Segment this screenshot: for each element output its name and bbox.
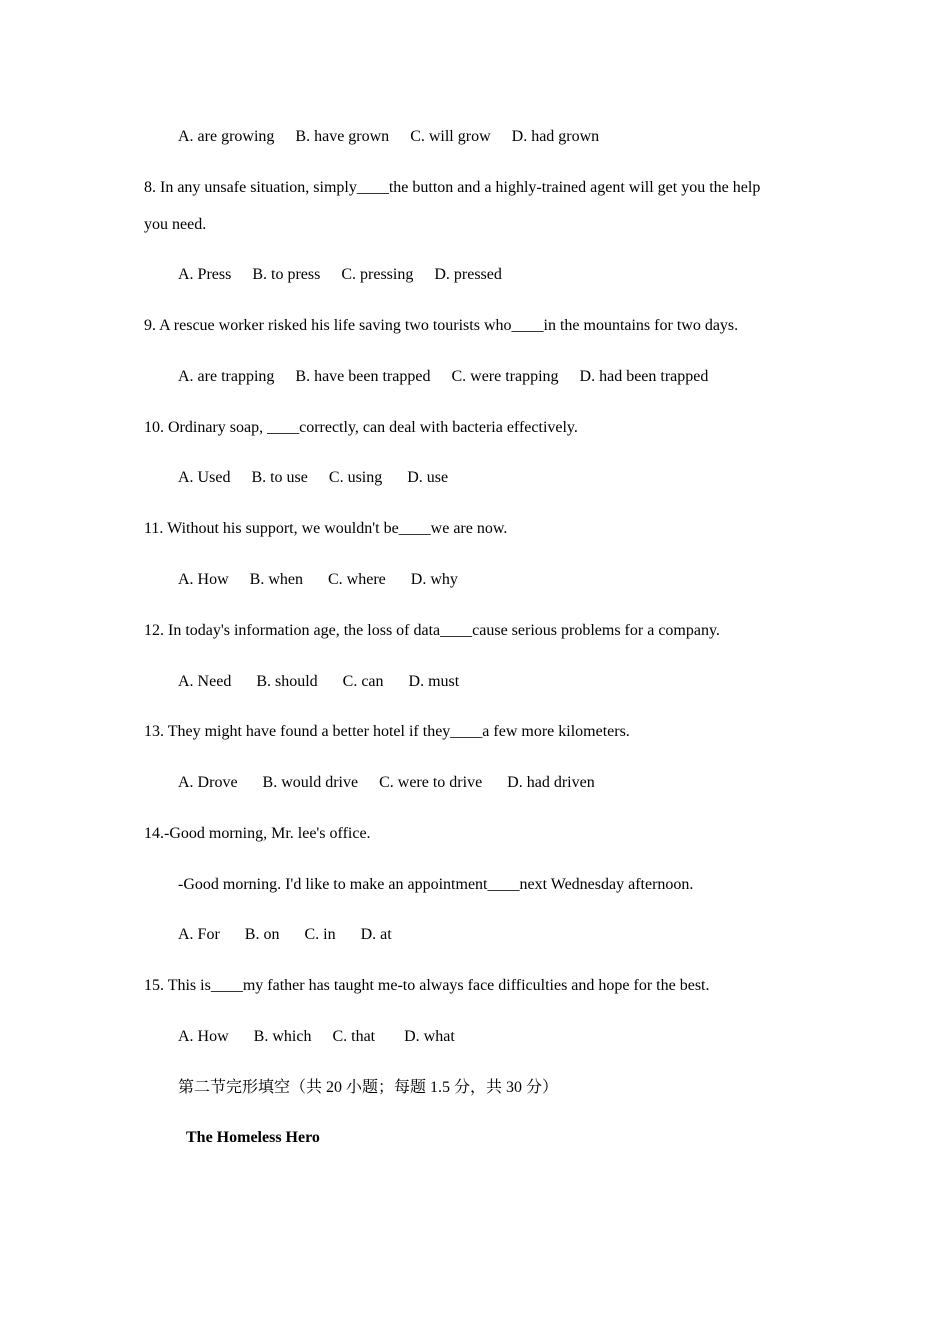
q13-stem: 13. They might have found a better hotel if they____a few more kilometers. <box>144 723 630 740</box>
q15-option-a: A. How <box>178 1028 229 1045</box>
q11-option-d: D. why <box>410 571 458 588</box>
section-heading: 第二节完形填空（共 20 小题；每题 1.5 分，共 30 分） <box>178 1079 559 1096</box>
q13-option-b: B. would drive <box>262 774 359 791</box>
q11-option-c: C. where <box>328 571 386 588</box>
q9-stem: 9. A rescue worker risked his life saving two tourists who____in the mountains for two days. <box>144 317 739 334</box>
q15-stem: 15. This is____my father has taught me-to always face difficulties and hope for the best. <box>144 977 710 994</box>
q14-option-c: C. in <box>304 926 336 943</box>
q9-option-a: A. are trapping <box>178 368 275 385</box>
q7-option-c: C. will grow <box>410 128 491 145</box>
q14-option-b: B. on <box>244 926 280 943</box>
q12-option-d: D. must <box>408 673 460 690</box>
q13-option-c: C. were to drive <box>379 774 483 791</box>
q9-option-c: C. were trapping <box>451 368 559 385</box>
q8-stem-line1: 8. In any unsafe situation, simply____the button and a highly-trained agent will get you the help <box>144 179 761 196</box>
q10-options <box>178 468 448 488</box>
q12-stem: 12. In today's information age, the loss of data____cause serious problems for a company. <box>144 622 720 639</box>
q13-option-a: A. Drove <box>178 774 238 791</box>
q11-option-a: A. How <box>178 571 229 588</box>
q7-option-b: B. have grown <box>295 128 390 145</box>
q7-option-d: D. had grown <box>511 128 600 145</box>
q10-option-a: A. Used <box>178 469 231 486</box>
q15-option-b: B. which <box>253 1028 312 1045</box>
q11-option-b: B. when <box>249 571 303 588</box>
q7-option-a: A. are growing <box>178 128 275 145</box>
q14-option-d: D. at <box>360 926 392 943</box>
q7-options <box>178 127 599 147</box>
q14-stem-line2: -Good morning. I'd like to make an appointment____next Wednesday afternoon. <box>178 876 694 893</box>
q10-option-d: D. use <box>407 469 449 486</box>
q12-option-a: A. Need <box>178 673 232 690</box>
q15-options <box>178 1027 455 1047</box>
q12-option-c: C. can <box>342 673 384 690</box>
passage-title: The Homeless Hero <box>186 1129 320 1146</box>
q8-option-c: C. pressing <box>341 266 414 283</box>
q10-stem: 10. Ordinary soap, ____correctly, can deal with bacteria effectively. <box>144 419 578 436</box>
q13-options <box>178 773 595 793</box>
q9-options <box>178 367 708 387</box>
q12-options <box>178 672 459 692</box>
q13-option-d: D. had driven <box>507 774 595 791</box>
q15-option-d: D. what <box>404 1028 455 1045</box>
q8-options <box>178 265 502 285</box>
q14-options <box>178 925 392 945</box>
q10-option-b: B. to use <box>251 469 308 486</box>
q8-option-d: D. pressed <box>434 266 502 283</box>
q10-option-c: C. using <box>328 469 383 486</box>
q9-option-d: D. had been trapped <box>579 368 709 385</box>
q14-option-a: A. For <box>178 926 220 943</box>
q15-option-c: C. that <box>332 1028 376 1045</box>
q8-stem-line2: you need. <box>144 216 207 233</box>
q8-option-b: B. to press <box>252 266 321 283</box>
q11-stem: 11. Without his support, we wouldn't be____we are now. <box>144 520 508 537</box>
q8-option-a: A. Press <box>178 266 232 283</box>
q12-option-b: B. should <box>256 673 318 690</box>
q9-option-b: B. have been trapped <box>295 368 431 385</box>
q14-stem-line1: 14.-Good morning, Mr. lee's office. <box>144 825 371 842</box>
q11-options <box>178 570 458 590</box>
